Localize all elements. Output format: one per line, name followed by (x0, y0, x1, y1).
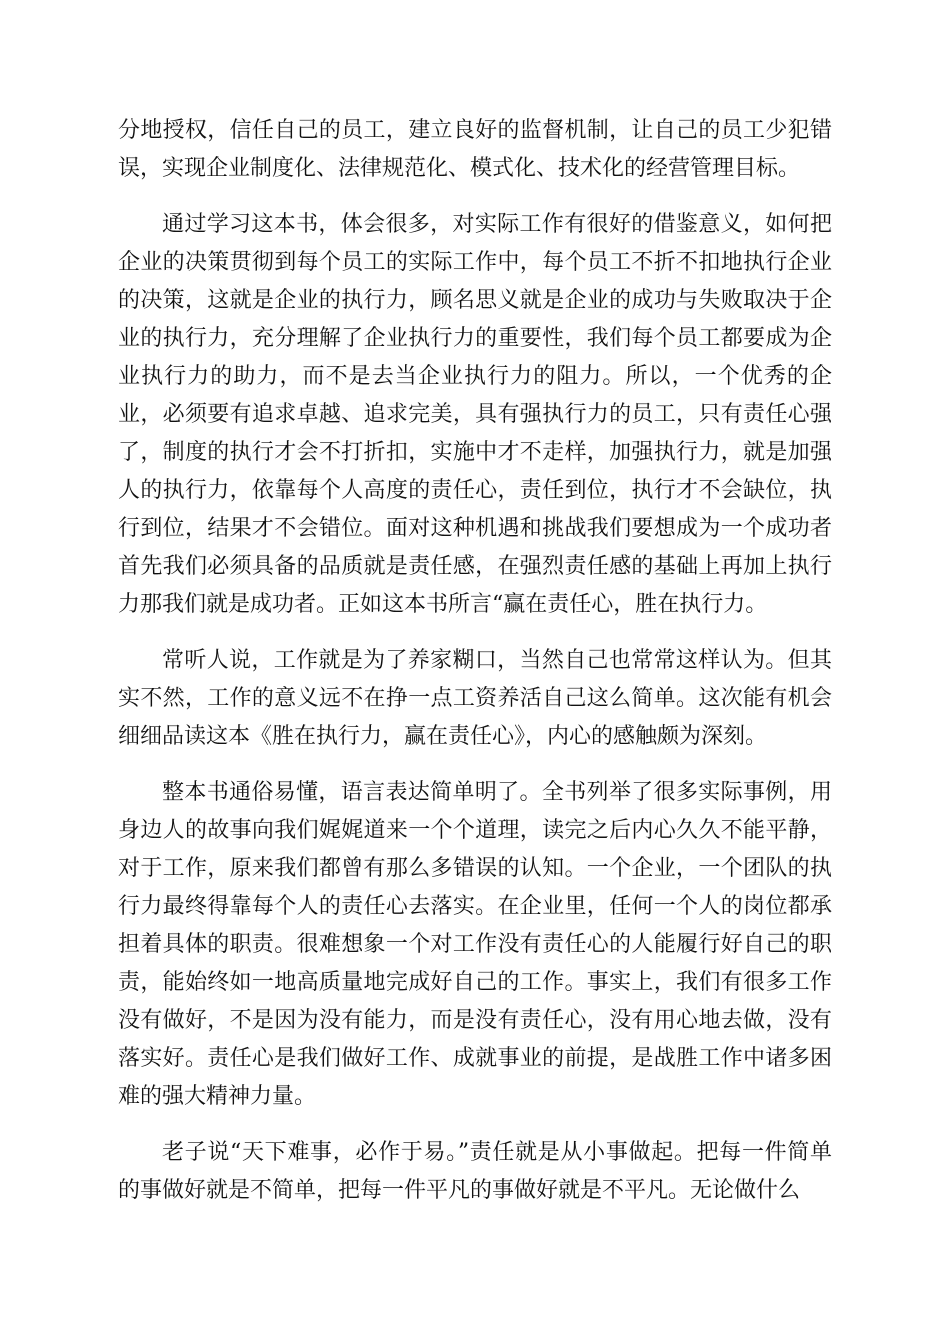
document-page (118, 112, 832, 1228)
paragraph-laozi-quote: 老子说“天下难事，必作于易。”责任就是从小事做起。把每一件简单的事做好就是不简单，把每一件平凡的事做好就是不平凡。无论做什么 (118, 1140, 832, 1203)
paragraph-continuation: 分地授权，信任自己的员工，建立良好的监督机制，让自己的员工少犯错误，实现企业制度化、法律规范化、模式化、技术化的经营管理目标。 (118, 118, 832, 181)
paragraph-book-review: 整本书通俗易懂，语言表达简单明了。全书列举了很多实际事例，用身边人的故事向我们娓娓道来一个个道理，读完之后内心久久不能平静，对于工作，原来我们都曾有那么多错误的认知。一个企业，一个团队的执行力最终得靠每个人的责任心去落实。在企业里，任何一个人的岗位都承担着具体的职责。很难想象一个对工作没有责任心的人能履行好自己的职责，能始终如一地高质量地完成好自己的工作。事实上，我们有很多工作没有做好，不是因为没有能力，而是没有责任心，没有用心地去做，没有落实好。责任心是我们做好工作、成就事业的前提，是战胜工作中诸多困难的强大精神力量。 (118, 780, 832, 1109)
paragraph-meaning-of-work: 常听人说，工作就是为了养家糊口，当然自己也常常这样认为。但其实不然，工作的意义远不在挣一点工资养活自己这么简单。这次能有机会细细品读这本《胜在执行力，赢在责任心》，内心的感触颇为深刻。 (118, 648, 832, 749)
paragraph-execution-power: 通过学习这本书，体会很多，对实际工作有很好的借鉴意义，如何把企业的决策贯彻到每个员工的实际工作中，每个员工不折不扣地执行企业的决策，这就是企业的执行力，顾名思义就是企业的成功与失败取决于企业的执行力，充分理解了企业执行力的重要性，我们每个员工都要成为企业执行力的助力，而不是去当企业执行力的阻力。所以，一个优秀的企业，必须要有追求卓越、追求完美，具有强执行力的员工，只有责任心强了，制度的执行才会不打折扣，实施中才不走样，加强执行力，就是加强人的执行力，依靠每个人高度的责任心，责任到位，执行才不会缺位，执行到位，结果才不会错位。面对这种机遇和挑战我们要想成为一个成功者首先我们必须具备的品质就是责任感，在强烈责任感的基础上再加上执行力那我们就是成功者。正如这本书所言“赢在责任心，胜在执行力。 (118, 212, 832, 617)
